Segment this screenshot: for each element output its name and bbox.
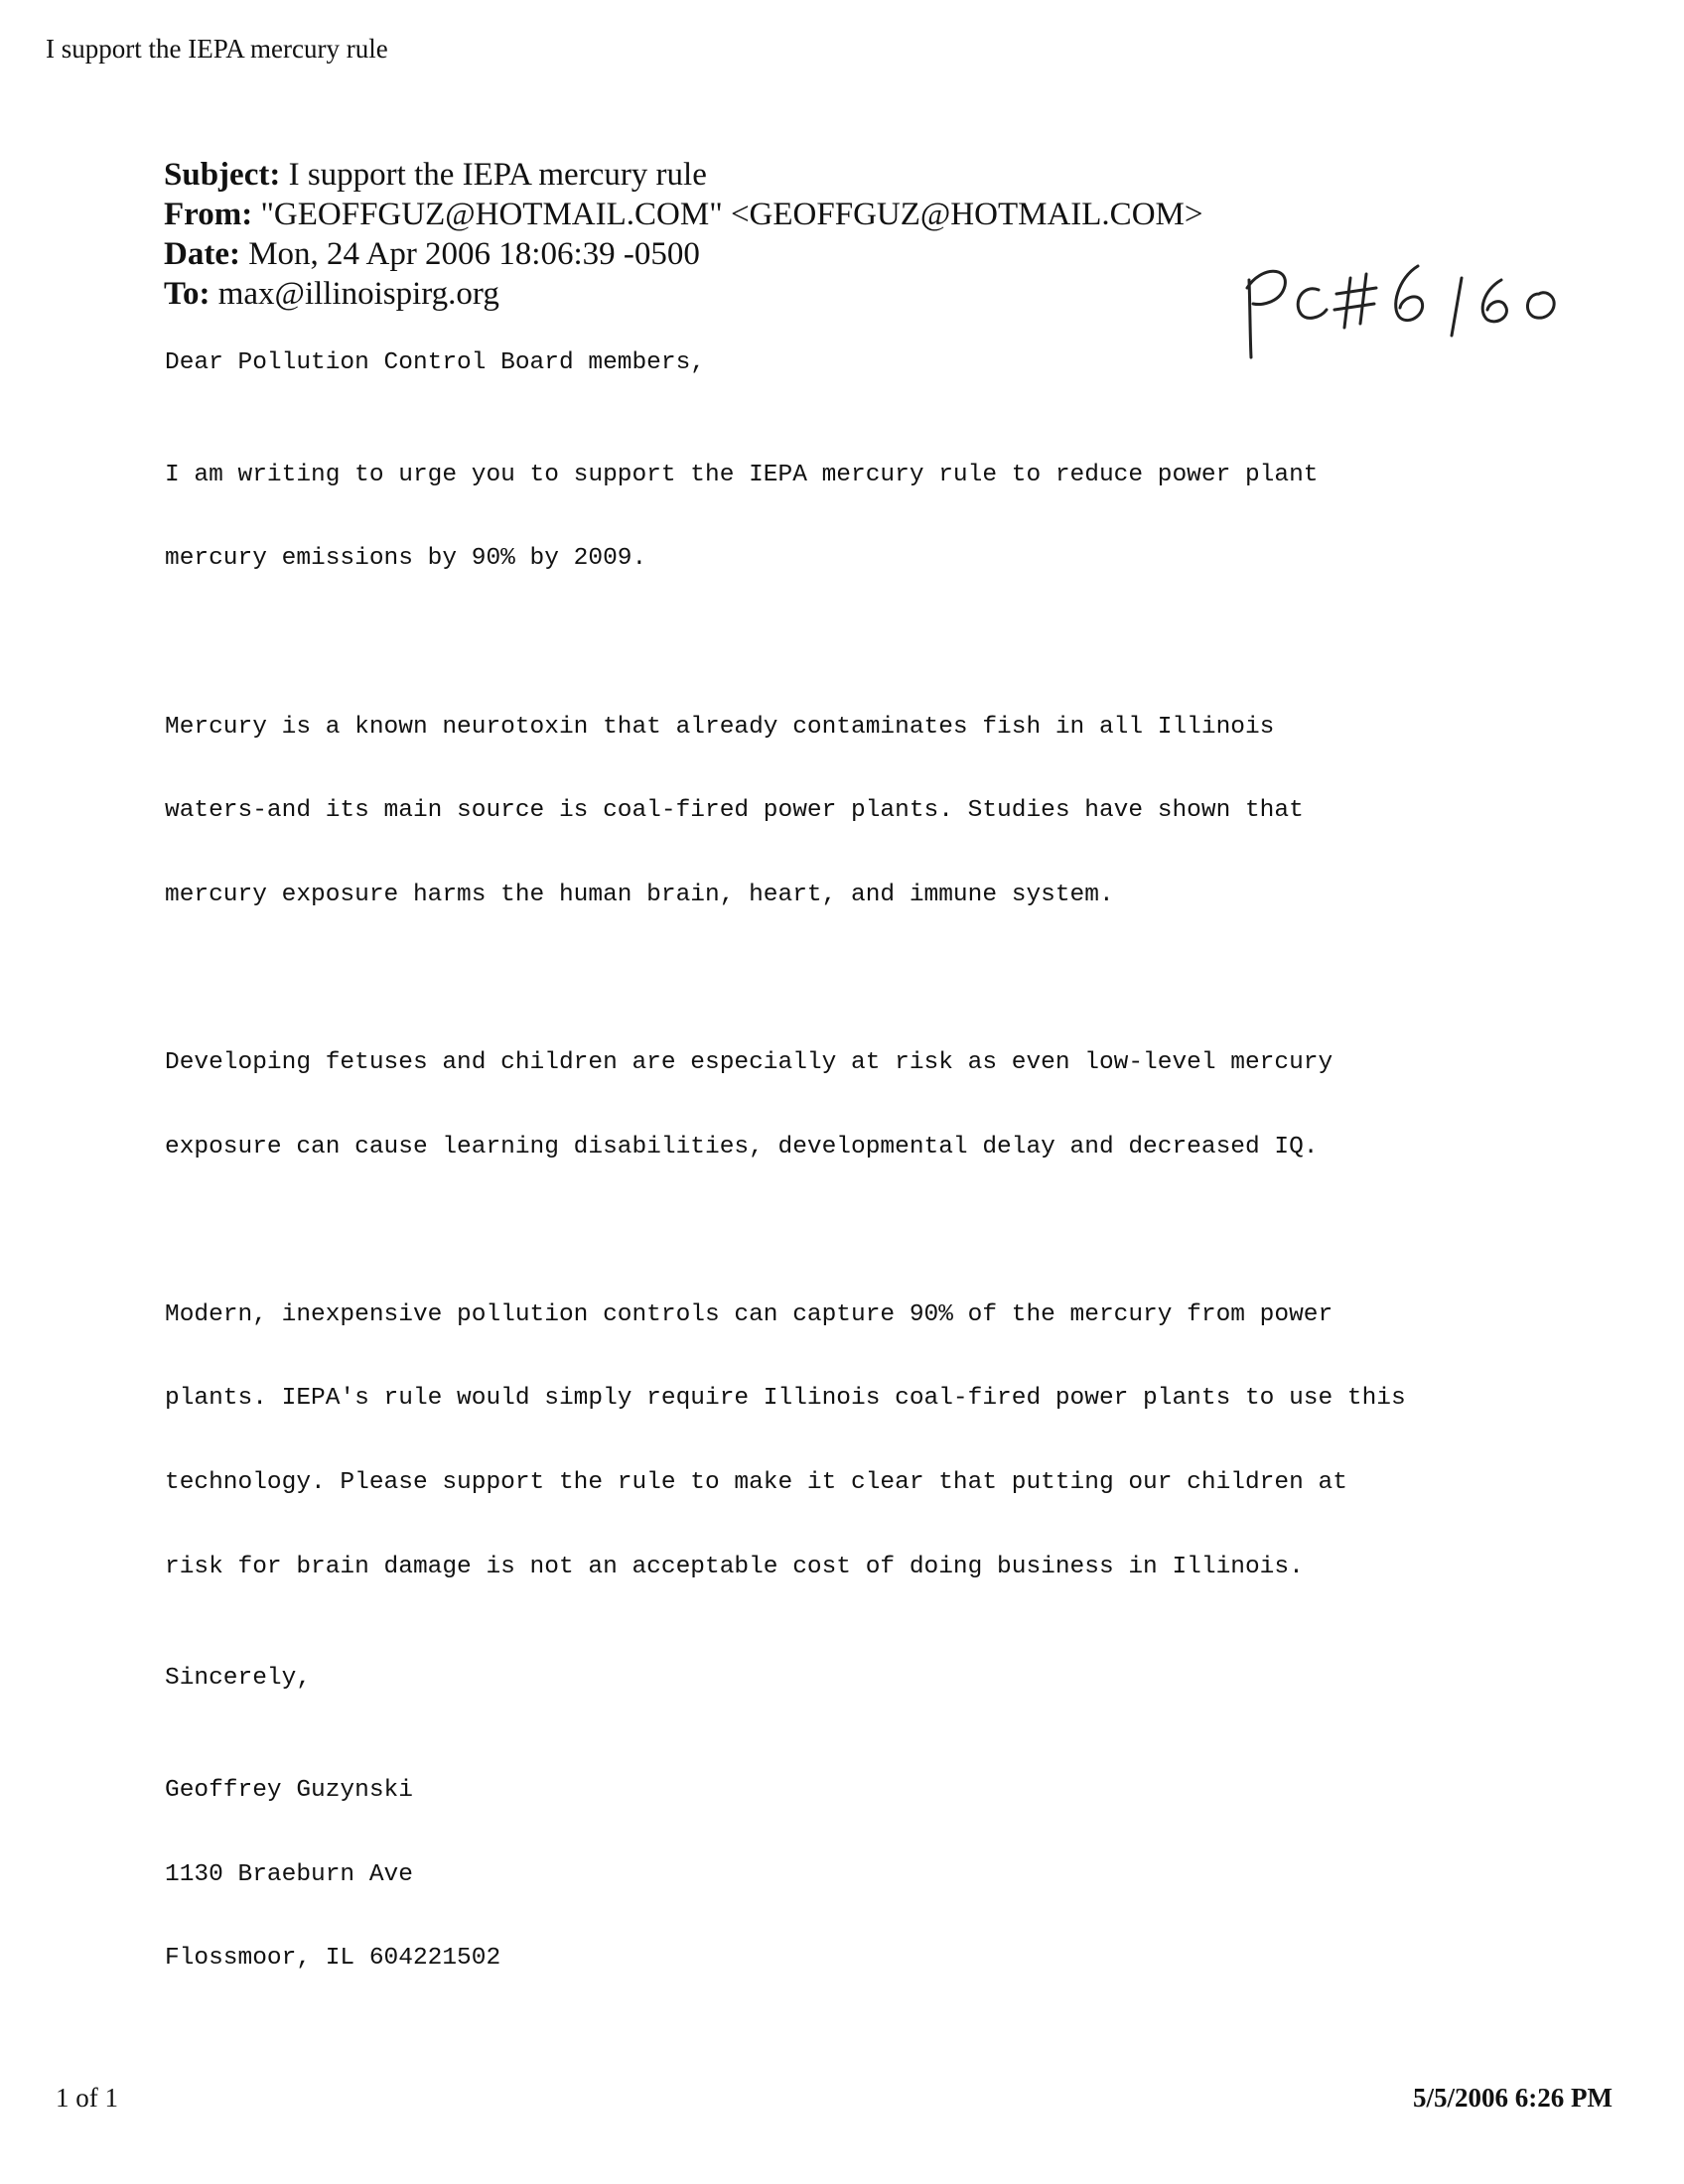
paragraph-line: mercury exposure harms the human brain, heart, and immune system. — [165, 881, 1114, 908]
subject-row — [164, 155, 1202, 195]
signature-street: 1130 Braeburn Ave — [165, 1860, 413, 1888]
paragraph-line: Mercury is a known neurotoxin that already contaminates fish in all Illinois — [165, 713, 1275, 741]
paragraph-1 — [165, 405, 1406, 629]
paragraph-line: risk for brain damage is not an acceptable cost of doing business in Illinois. — [165, 1553, 1304, 1580]
email-body — [165, 349, 1406, 2057]
signature-name: Geoffrey Guzynski — [165, 1777, 413, 1805]
date-row — [164, 234, 1202, 274]
paragraph-4 — [165, 1245, 1406, 1637]
email-headers — [164, 155, 1202, 314]
from-value: "GEOFFGUZ@HOTMAIL.COM" <GEOFFGUZ@HOTMAIL.COM> — [252, 197, 1203, 232]
page-count: 1 of 1 — [56, 2083, 118, 2113]
closing: Sincerely, — [165, 1665, 312, 1693]
paragraph-2 — [165, 657, 1406, 965]
from-row — [164, 195, 1202, 234]
from-label: From: — [164, 197, 253, 232]
printed-timestamp: 5/5/2006 6:26 PM — [1413, 2083, 1613, 2113]
subject-value: I support the IEPA mercury rule — [280, 157, 707, 193]
date-value: Mon, 24 Apr 2006 18:06:39 -0500 — [239, 236, 700, 272]
page-title: I support the IEPA mercury rule — [46, 34, 388, 64]
subject-label: Subject: — [164, 157, 281, 193]
to-row — [164, 274, 1202, 314]
salutation: Dear Pollution Control Board members, — [165, 349, 705, 376]
paragraph-line: I am writing to urge you to support the IEPA mercury rule to reduce power plant — [165, 461, 1319, 488]
signature-block — [165, 1721, 1406, 2029]
to-value: max@illinoispirg.org — [210, 276, 499, 312]
paragraph-line: waters-and its main source is coal-fired power plants. Studies have shown that — [165, 797, 1304, 825]
paragraph-line: technology. Please support the rule to make it clear that putting our children at — [165, 1469, 1347, 1497]
paragraph-3 — [165, 994, 1406, 1218]
paragraph-line: exposure can cause learning disabilities, developmental delay and decreased IQ. — [165, 1133, 1319, 1160]
paragraph-line: Modern, inexpensive pollution controls can capture 90% of the mercury from power — [165, 1300, 1333, 1328]
paragraph-line: Developing fetuses and children are especially at risk as even low-level mercury — [165, 1049, 1333, 1077]
date-label: Date: — [164, 236, 240, 272]
signature-city: Flossmoor, IL 604221502 — [165, 1945, 501, 1973]
to-label: To: — [164, 276, 210, 312]
paragraph-line: plants. IEPA's rule would simply require Illinois coal-fired power plants to use this — [165, 1385, 1406, 1413]
paragraph-line: mercury emissions by 90% by 2009. — [165, 545, 647, 573]
